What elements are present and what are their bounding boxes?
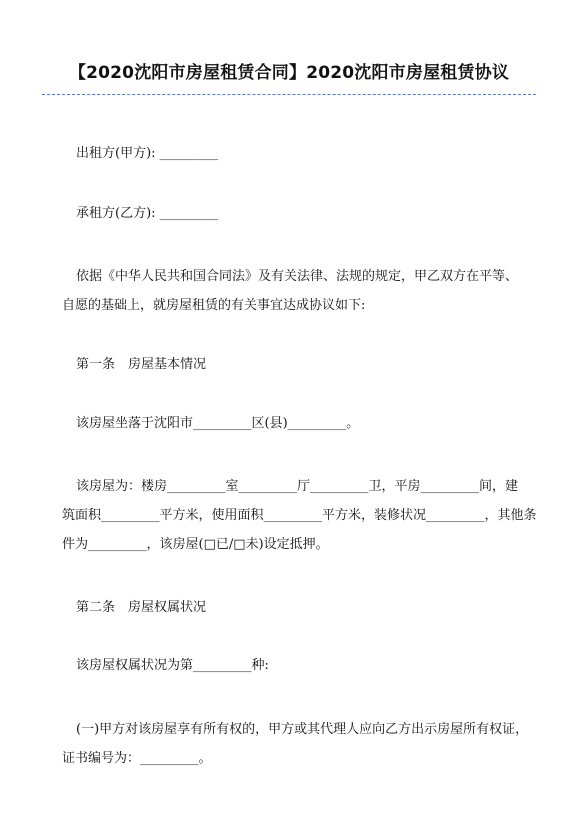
lessee-line: 承租方(乙方): _________: [76, 206, 219, 221]
details-line-1: 该房屋为：楼房_________室_________厅_________卫，平房_________间，建: [76, 479, 519, 494]
clause-1-paragraph: [62, 715, 542, 773]
article-2-heading: 第二条 房屋权属状况: [76, 600, 207, 615]
location-line: 该房屋坐落于沈阳市_________区(县)_________。: [76, 416, 360, 431]
ownership-line: 该房屋权属状况为第_________种:: [76, 658, 269, 673]
details-paragraph: [62, 472, 542, 559]
clause-1-line-2: 证书编号为：_________。: [62, 751, 212, 766]
basis-paragraph: [62, 262, 542, 320]
page-title: 【2020沈阳市房屋租赁合同】2020沈阳市房屋租赁协议: [68, 63, 510, 83]
article-1-heading: 第一条 房屋基本情况: [76, 357, 207, 372]
basis-line-2: 自愿的基础上，就房屋租赁的有关事宜达成协议如下:: [62, 298, 366, 313]
details-line-2: 筑面积_________平方米，使用面积_________平方米，装修状况_________，其他条: [62, 508, 537, 523]
lessor-line: 出租方(甲方): _________: [76, 146, 219, 161]
title-divider: [42, 94, 536, 95]
clause-1-line-1: (一)甲方对该房屋享有所有权的，甲方或其代理人应向乙方出示房屋所有权证，: [76, 722, 529, 737]
basis-line-1: 依据《中华人民共和国合同法》及有关法律、法规的规定，甲乙双方在平等、: [76, 269, 519, 284]
details-line-3: 件为_________，该房屋(□已/□未)设定抵押。: [62, 537, 329, 552]
